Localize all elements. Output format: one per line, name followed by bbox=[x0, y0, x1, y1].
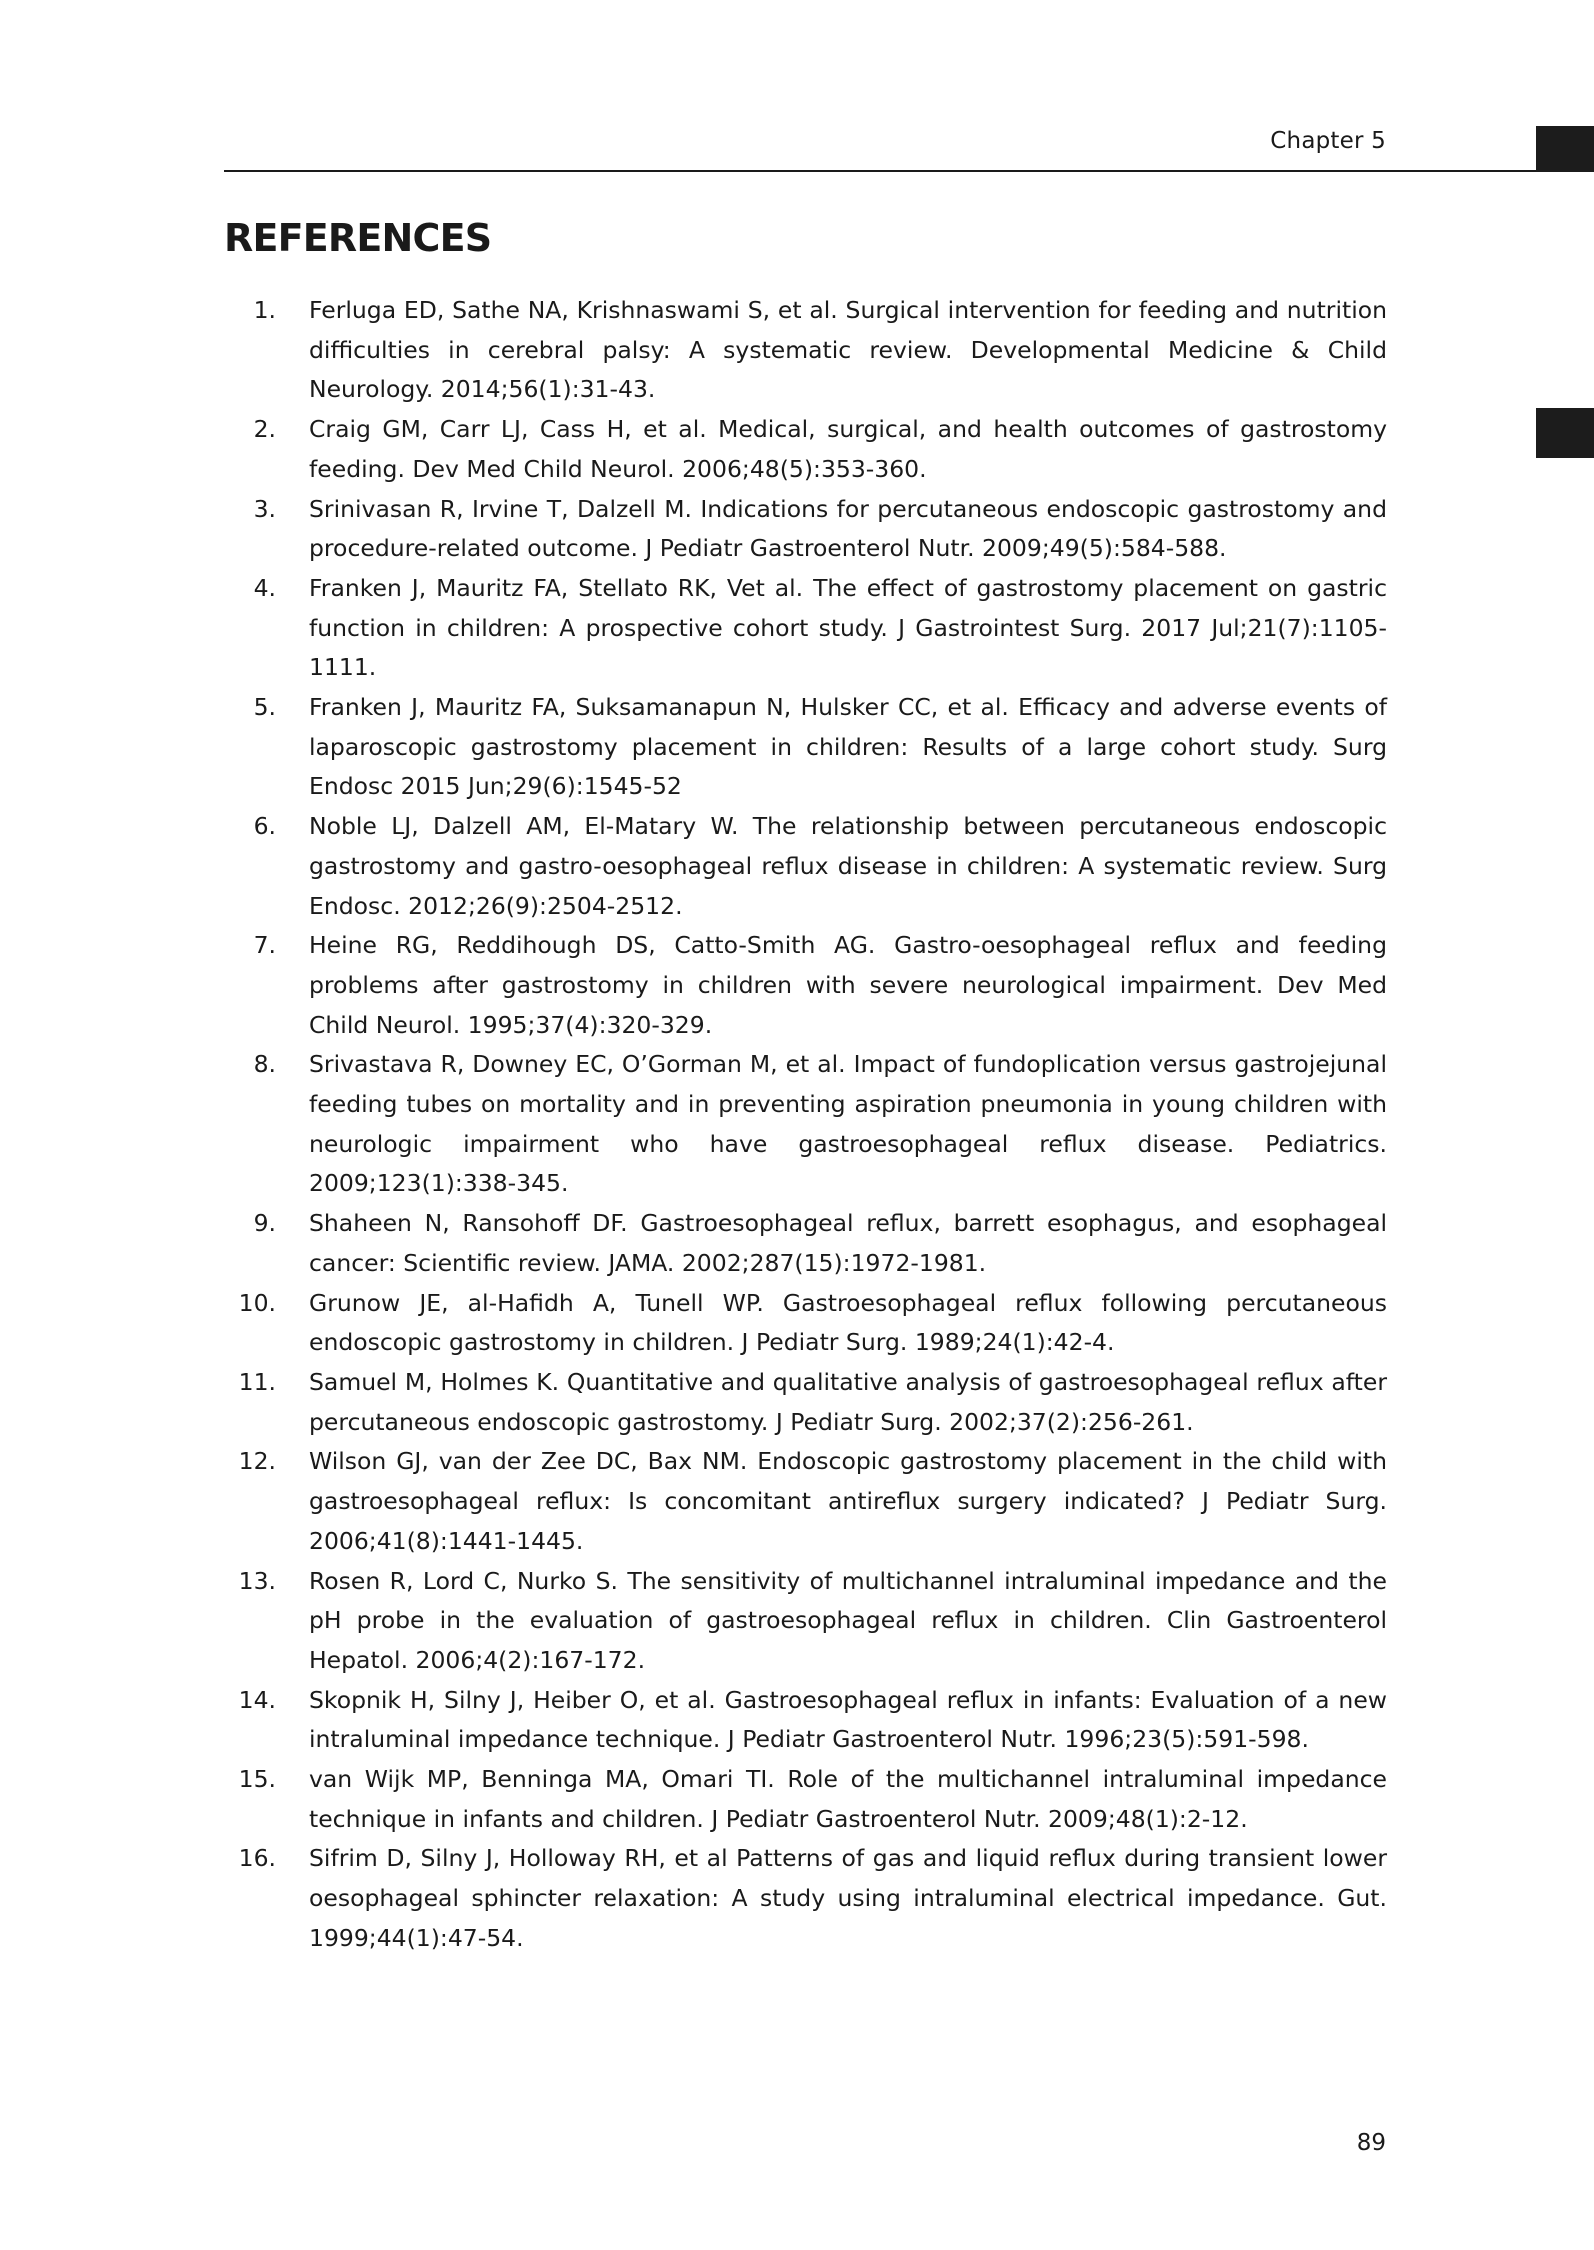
page-number: 89 bbox=[1356, 2130, 1386, 2156]
reference-text: van Wijk MP, Benninga MA, Omari TI. Role of the multichannel intraluminal impedance technique in infants and children. J Pediatr Gastroenterol Nutr. 2009;48(1):2-12. bbox=[309, 1765, 1387, 1833]
reference-item bbox=[224, 807, 1387, 926]
reference-list bbox=[224, 291, 1387, 1959]
reference-number: 5. bbox=[253, 693, 276, 722]
reference-text: Noble LJ, Dalzell AM, El-Matary W. The relationship between percutaneous endoscopic gastrostomy and gastro-oesophageal reflux disease in children: A systematic review. Surg Endosc. 2012;26(9):2504-2512. bbox=[309, 812, 1387, 920]
reference-number: 11. bbox=[238, 1367, 276, 1396]
reference-number: 10. bbox=[238, 1288, 276, 1317]
reference-text: Ferluga ED, Sathe NA, Krishnaswami S, et al. Surgical intervention for feeding and nutrition difficulties in cerebral palsy: A systematic review. Developmental Medicine & Child Neurology. 2014;56(1):31-43. bbox=[309, 296, 1387, 404]
reference-text: Skopnik H, Silny J, Heiber O, et al. Gastroesophageal reflux in infants: Evaluation of a new intraluminal impedance technique. J Pediatr Gastroenterol Nutr. 1996;23(5):591-598. bbox=[309, 1685, 1387, 1754]
reference-item bbox=[224, 1363, 1387, 1442]
reference-number: 4. bbox=[253, 573, 276, 602]
reference-number: 15. bbox=[238, 1765, 276, 1794]
reference-text: Grunow JE, al-Hafidh A, Tunell WP. Gastroesophageal reflux following percutaneous endoscopic gastrostomy in children. J Pediatr Surg. 1989;24(1):42-4. bbox=[309, 1288, 1387, 1357]
reference-text: Franken J, Mauritz FA, Stellato RK, Vet al. The effect of gastrostomy placement on gastric function in children: A prospective cohort study. J Gastrointest Surg. 2017 Jul;21(7):1105-1111. bbox=[309, 573, 1387, 682]
reference-number: 12. bbox=[238, 1447, 276, 1476]
reference-item bbox=[224, 1045, 1387, 1204]
reference-item bbox=[224, 291, 1387, 410]
reference-item bbox=[224, 1681, 1387, 1760]
reference-number: 7. bbox=[253, 931, 276, 960]
header-rule bbox=[224, 170, 1594, 172]
references-heading: REFERENCES bbox=[224, 216, 492, 260]
reference-item bbox=[224, 1442, 1387, 1561]
reference-item bbox=[224, 688, 1387, 807]
reference-text: Rosen R, Lord C, Nurko S. The sensitivity of multichannel intraluminal impedance and the pH probe in the evaluation of gastroesophageal reflux in children. Clin Gastroenterol Hepatol. 2006;4(2):167-172. bbox=[309, 1566, 1387, 1674]
reference-number: 8. bbox=[253, 1050, 276, 1079]
reference-item bbox=[224, 1839, 1387, 1958]
reference-item bbox=[224, 569, 1387, 688]
reference-item bbox=[224, 410, 1387, 489]
reference-item bbox=[224, 1204, 1387, 1283]
reference-text: Samuel M, Holmes K. Quantitative and qualitative analysis of gastroesophageal reflux after percutaneous endoscopic gastrostomy. J Pediatr Surg. 2002;37(2):256-261. bbox=[309, 1367, 1387, 1436]
reference-item bbox=[224, 926, 1387, 1045]
reference-item bbox=[224, 1562, 1387, 1681]
reference-text: Franken J, Mauritz FA, Suksamanapun N, Hulsker CC, et al. Efficacy and adverse events of laparoscopic gastrostomy placement in children: Results of a large cohort study. Surg Endosc 2015 Jun;29(6):1545-52 bbox=[309, 693, 1387, 801]
reference-number: 3. bbox=[253, 494, 276, 523]
reference-item bbox=[224, 1760, 1387, 1839]
reference-item bbox=[224, 490, 1387, 569]
reference-number: 6. bbox=[253, 812, 276, 841]
reference-text: Wilson GJ, van der Zee DC, Bax NM. Endoscopic gastrostomy placement in the child with gastroesophageal reflux: Is concomitant antireflux surgery indicated? J Pediatr Surg. 2006;41(8):1441-1445. bbox=[309, 1447, 1387, 1555]
reference-text: Sifrim D, Silny J, Holloway RH, et al Patterns of gas and liquid reflux during transient lower oesophageal sphincter relaxation: A study using intraluminal electrical impedance. Gut. 1999;44(1):47-54. bbox=[309, 1844, 1387, 1952]
reference-number: 14. bbox=[238, 1685, 276, 1714]
reference-text: Heine RG, Reddihough DS, Catto-Smith AG. Gastro-oesophageal reflux and feeding problems after gastrostomy in children with severe neurological impairment. Dev Med Child Neurol. 1995;37(4):320-329. bbox=[309, 931, 1387, 1039]
reference-text: Shaheen N, Ransohoff DF. Gastroesophageal reflux, barrett esophagus, and esophageal cancer: Scientific review. JAMA. 2002;287(15):1972-1981. bbox=[309, 1209, 1387, 1277]
reference-number: 13. bbox=[238, 1566, 276, 1595]
reference-item bbox=[224, 1284, 1387, 1363]
reference-number: 16. bbox=[238, 1844, 276, 1873]
reference-number: 2. bbox=[253, 415, 276, 444]
chapter-thumb-tab bbox=[1536, 126, 1594, 172]
reference-text: Srivastava R, Downey EC, O’Gorman M, et al. Impact of fundoplication versus gastrojejunal feeding tubes on mortality and in preventing aspiration pneumonia in young children with neurologic impairment who have gastroesophageal reflux disease. Pediatrics. 2009;123(1):338-345. bbox=[309, 1050, 1387, 1198]
reference-number: 1. bbox=[253, 296, 276, 324]
running-header-chapter: Chapter 5 bbox=[1270, 128, 1386, 154]
reference-text: Srinivasan R, Irvine T, Dalzell M. Indications for percutaneous endoscopic gastrostomy and procedure-related outcome. J Pediatr Gastroenterol Nutr. 2009;49(5):584-588. bbox=[309, 494, 1387, 563]
chapter-index-tab bbox=[1536, 408, 1594, 458]
reference-number: 9. bbox=[253, 1209, 276, 1238]
reference-text: Craig GM, Carr LJ, Cass H, et al. Medical, surgical, and health outcomes of gastrostomy feeding. Dev Med Child Neurol. 2006;48(5):353-360. bbox=[309, 415, 1387, 483]
